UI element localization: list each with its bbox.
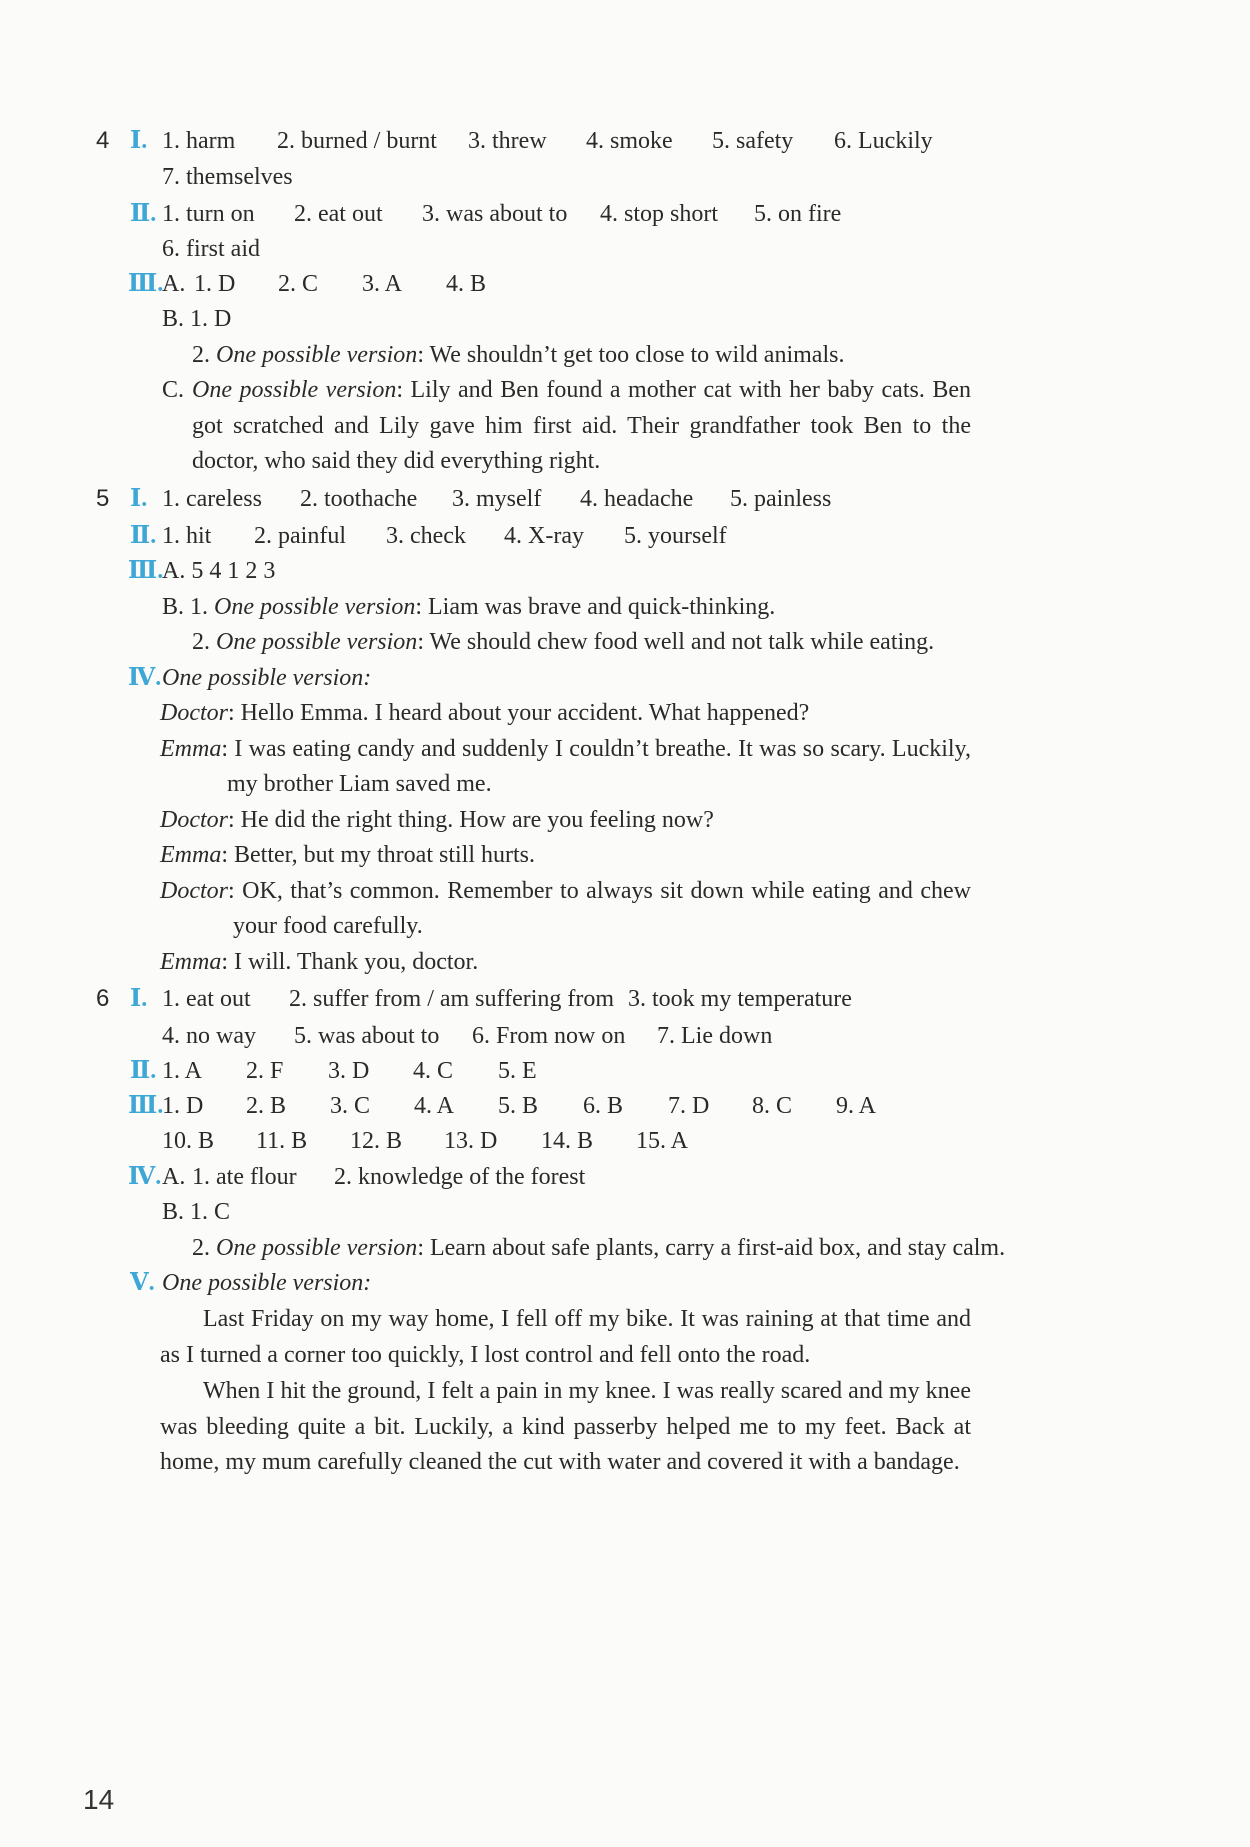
answer-item: 3. check xyxy=(386,523,466,549)
answer-item: 7. D xyxy=(668,1093,710,1119)
answer-item: 3. D xyxy=(328,1058,370,1084)
section-numeral: Ⅳ. xyxy=(128,665,162,691)
answer-item: 9. A xyxy=(836,1093,877,1119)
answer-text: : Learn about safe plants, carry a first-aid box, and stay calm. xyxy=(417,1235,1006,1261)
answer-item: 1. A xyxy=(162,1058,203,1084)
answer-item: 1. careless xyxy=(162,486,262,512)
section-numeral: Ⅰ. xyxy=(130,986,148,1012)
answer-item: 1. D xyxy=(194,271,236,297)
speech: : I was eating candy and suddenly I couldn’t breathe. It was so scary. Luckily, my brother Liam saved me. xyxy=(221,735,971,797)
answer-item: 3. was about to xyxy=(422,201,568,227)
answer-item: 5. E xyxy=(498,1058,537,1084)
answer-item: 5. yourself xyxy=(624,523,727,549)
answer-item: 3. C xyxy=(330,1093,371,1119)
dialogue xyxy=(160,696,971,980)
speaker: Doctor xyxy=(160,877,228,904)
answer-item: 3. threw xyxy=(468,128,547,154)
answer-item: 4. B xyxy=(446,271,487,297)
answer-item: 6. B xyxy=(583,1093,624,1119)
answer-item: 6. Luckily xyxy=(834,128,933,154)
speech: : Better, but my throat still hurts. xyxy=(221,842,536,868)
answer-text: : Lily and Ben found a mother cat with her baby cats. Ben got scratched and Lily gave him first aid. Their grandfather took Ben to the doctor, who said they did everything right. xyxy=(192,377,972,474)
section-numeral: Ⅱ. xyxy=(130,201,157,227)
answer-item: 2. eat out xyxy=(294,201,383,227)
answer-item: 1. harm xyxy=(162,128,236,154)
section-numeral: Ⅰ. xyxy=(130,486,148,512)
part-label: A. xyxy=(162,271,186,297)
item-number: 2. xyxy=(192,342,210,368)
answer-item: 2. B xyxy=(246,1093,287,1119)
answer-item: 2. C xyxy=(278,271,319,297)
item-number: B. 1. xyxy=(162,594,209,620)
section-numeral: Ⅱ. xyxy=(130,1058,157,1084)
answer-line xyxy=(162,590,775,624)
possible-version-label: One possible version xyxy=(214,594,416,620)
section-numeral: Ⅲ. xyxy=(128,271,164,297)
answer-item: 4. A xyxy=(414,1093,455,1119)
item-number: 2. xyxy=(192,629,210,655)
essay-paragraph-1: Last Friday on my way home, I fell off my bike. It was raining at that time and as I turned a corner too quickly, I lost control and fell onto the road. xyxy=(160,1306,971,1368)
answer-item: 6. first aid xyxy=(162,236,260,262)
item-number: 2. xyxy=(192,1235,210,1261)
answer-item: 5. painless xyxy=(730,486,832,512)
possible-version-label: One possible version xyxy=(216,629,418,655)
answer-item: 14. B xyxy=(541,1128,594,1154)
section-numeral: Ⅲ. xyxy=(128,558,164,584)
speaker: Emma xyxy=(160,842,222,868)
answer-item: 1. eat out xyxy=(162,986,251,1012)
answer-item: 8. C xyxy=(752,1093,793,1119)
answer-item: 2. suffer from / am suffering from xyxy=(289,986,615,1012)
speech: : Hello Emma. I heard about your accident. What happened? xyxy=(228,700,810,726)
answer-item: 5. on fire xyxy=(754,201,842,227)
dialogue-line xyxy=(160,803,971,839)
unit4-iii-c-paragraph xyxy=(192,373,971,480)
answer-item: 4. no way xyxy=(162,1023,256,1049)
answer-text: : We shouldn’t get too close to wild animals. xyxy=(417,342,845,368)
answer-item: 5. B xyxy=(498,1093,539,1119)
answer-item: 2. burned / burnt xyxy=(277,128,437,154)
answer-item: 1. turn on xyxy=(162,201,255,227)
part-label: C. xyxy=(162,377,185,403)
answer-item: 13. D xyxy=(444,1128,498,1154)
part-label: A. xyxy=(162,1164,186,1190)
answer-item: 5. safety xyxy=(712,128,794,154)
answer-item: A. 5 4 1 2 3 xyxy=(162,558,276,584)
speaker: Doctor xyxy=(160,700,228,726)
answer-item: 4. smoke xyxy=(586,128,673,154)
answer-item: 2. knowledge of the forest xyxy=(334,1164,586,1190)
answer-item: 4. stop short xyxy=(600,201,719,227)
answer-item: 3. took my temperature xyxy=(628,986,852,1012)
speaker: Emma xyxy=(160,948,222,975)
speech: : He did the right thing. How are you feeling now? xyxy=(228,806,714,833)
unit-number: 4 xyxy=(96,127,110,154)
possible-version-label: One possible version: xyxy=(162,665,372,691)
answer-item: 1. hit xyxy=(162,523,212,549)
section-numeral: Ⅴ. xyxy=(130,1270,155,1296)
answer-item: B. 1. C xyxy=(162,1199,231,1225)
page-number: 14 xyxy=(83,1784,115,1815)
answer-item: 7. Lie down xyxy=(657,1023,773,1049)
speaker: Emma xyxy=(160,735,222,762)
dialogue-line xyxy=(160,838,971,874)
answer-text: : Liam was brave and quick-thinking. xyxy=(415,594,776,620)
answer-item: 15. A xyxy=(636,1128,689,1154)
answer-item: 2. F xyxy=(246,1058,284,1084)
answer-item: 4. C xyxy=(413,1058,454,1084)
dialogue-line xyxy=(160,732,971,803)
unit-number: 6 xyxy=(96,985,110,1012)
answer-line xyxy=(192,1231,1005,1265)
answer-line xyxy=(192,338,844,372)
section-numeral: Ⅰ. xyxy=(130,128,148,154)
dialogue-line xyxy=(160,874,971,945)
section-numeral: Ⅳ. xyxy=(128,1164,162,1190)
answer-item: B. 1. D xyxy=(162,306,232,332)
answer-item: 2. painful xyxy=(254,523,346,549)
possible-version-label: One possible version: xyxy=(162,1270,372,1296)
section-numeral: Ⅲ. xyxy=(128,1093,164,1119)
answer-item: 10. B xyxy=(162,1128,215,1154)
answer-item: 7. themselves xyxy=(162,164,293,190)
answer-item: 12. B xyxy=(350,1128,403,1154)
possible-version-label: One possible version xyxy=(216,342,418,368)
answer-item: 1. D xyxy=(162,1093,204,1119)
speech: : I will. Thank you, doctor. xyxy=(221,948,479,975)
answer-item: 4. X-ray xyxy=(504,523,584,549)
answer-item: 3. A xyxy=(362,271,403,297)
answer-item: 11. B xyxy=(256,1128,308,1154)
dialogue-line xyxy=(160,696,971,732)
section-numeral: Ⅱ. xyxy=(130,523,157,549)
possible-version-label: One possible version xyxy=(216,1235,418,1261)
speech: : OK, that’s common. Remember to always sit down while eating and chew your food carefully. xyxy=(228,877,971,939)
answer-line xyxy=(192,625,934,659)
answer-item: 3. myself xyxy=(452,486,542,512)
answer-text: : We should chew food well and not talk while eating. xyxy=(417,629,935,655)
answer-item: 5. was about to xyxy=(294,1023,440,1049)
answer-item: 4. headache xyxy=(580,486,694,512)
speaker: Doctor xyxy=(160,806,228,833)
possible-version-label: One possible version xyxy=(192,377,397,403)
dialogue-line xyxy=(160,945,971,981)
answer-item: 2. toothache xyxy=(300,486,418,512)
answer-item: 6. From now on xyxy=(472,1023,626,1049)
unit-number: 5 xyxy=(96,485,110,512)
essay-paragraph-2: When I hit the ground, I felt a pain in my knee. I was really scared and my knee was bleeding quite a bit. Luckily, a kind passerby helped me to my feet. Back at home, my mum carefully cleaned the cut with water and covered it with a bandage. xyxy=(160,1378,971,1475)
answer-item: 1. ate flour xyxy=(192,1164,297,1190)
